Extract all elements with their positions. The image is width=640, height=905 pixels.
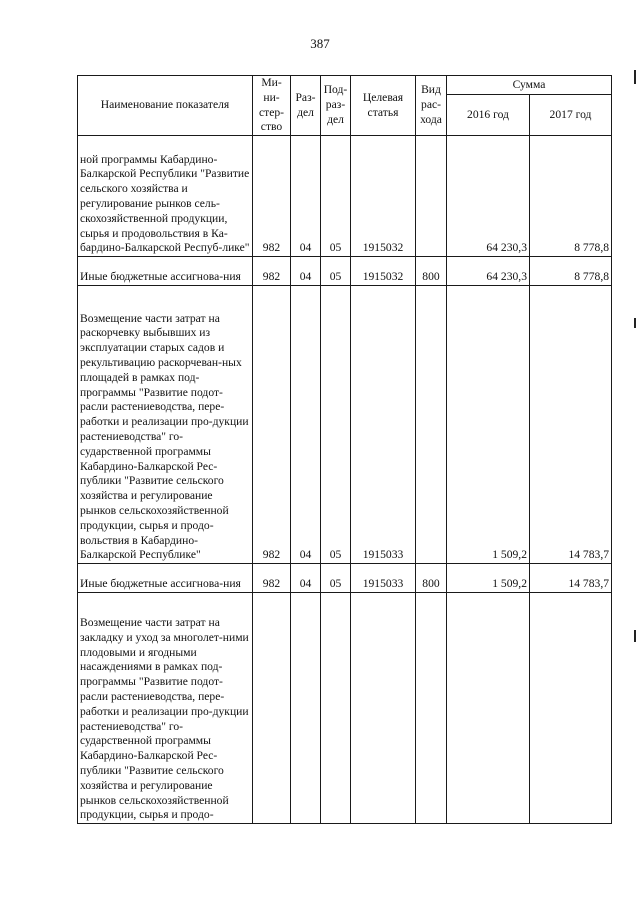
row-2016 bbox=[447, 593, 530, 824]
header-section: Раз- дел bbox=[291, 76, 321, 136]
row-target: 1915033 bbox=[351, 286, 416, 564]
row-name: Иные бюджетные ассигнова-ния bbox=[78, 564, 253, 593]
row-expense-type bbox=[416, 136, 447, 257]
row-2016: 64 230,3 bbox=[447, 136, 530, 257]
row-2016: 64 230,3 bbox=[447, 257, 530, 286]
row-2017: 8 778,8 bbox=[530, 136, 612, 257]
row-subsection: 05 bbox=[321, 564, 351, 593]
row-expense-type: 800 bbox=[416, 257, 447, 286]
table-row bbox=[78, 593, 612, 824]
header-row bbox=[78, 76, 612, 95]
row-2016: 1 509,2 bbox=[447, 286, 530, 564]
row-section bbox=[291, 593, 321, 824]
row-name: Возмещение части затрат на закладку и уход за многолет-ними плодовыми и ягодными насаждениями в рамках под-программы "Развитие подот-расли растениеводства, пере-работки и реализации про-дукции растениеводства" го-сударственной программы Кабардино-Балкарской Рес-публики "Развитие сельского хозяйства и регулирование рынков сельскохозяйственной продукции, сырья и продо- bbox=[78, 593, 253, 824]
row-target: 1915033 bbox=[351, 564, 416, 593]
row-target: 1915032 bbox=[351, 257, 416, 286]
row-section: 04 bbox=[291, 257, 321, 286]
row-2017: 14 783,7 bbox=[530, 564, 612, 593]
row-2017: 14 783,7 bbox=[530, 286, 612, 564]
row-section: 04 bbox=[291, 286, 321, 564]
header-target: Целевая статья bbox=[351, 76, 416, 136]
row-name: ной программы Кабардино-Балкарской Республики "Развитие сельского хозяйства и регулирование рынков сель-скохозяйственной продукции, сырья и продовольствия в Ка-бардино-Балкарской Респуб-лике" bbox=[78, 136, 253, 257]
table-row bbox=[78, 286, 612, 564]
row-ministry: 982 bbox=[253, 564, 291, 593]
scan-edge-mark bbox=[634, 70, 636, 84]
row-ministry bbox=[253, 593, 291, 824]
header-ministry: Ми- ни- стер- ство bbox=[253, 76, 291, 136]
row-section: 04 bbox=[291, 564, 321, 593]
row-target bbox=[351, 593, 416, 824]
scan-edge-mark bbox=[634, 318, 636, 328]
row-2017: 8 778,8 bbox=[530, 257, 612, 286]
row-2016: 1 509,2 bbox=[447, 564, 530, 593]
row-subsection bbox=[321, 593, 351, 824]
scan-edge-mark bbox=[634, 630, 636, 642]
table-row bbox=[78, 564, 612, 593]
row-expense-type: 800 bbox=[416, 564, 447, 593]
row-subsection: 05 bbox=[321, 136, 351, 257]
row-name: Возмещение части затрат на раскорчевку выбывших из эксплуатации старых садов и рекультивацию раскорчеван-ных площадей в рамках под-программы "Развитие подот-расли растениеводства, пере-работки и реализации про-дукции растениеводства" го-сударственной программы Кабардино-Балкарской Рес-публики "Развитие сельского хозяйства и регулирование рынков сельскохозяйственной продукции, сырья и продо-вольствия в Кабардино-Балкарской Республике" bbox=[78, 286, 253, 564]
header-name: Наименование показателя bbox=[78, 76, 253, 136]
row-subsection: 05 bbox=[321, 257, 351, 286]
row-ministry: 982 bbox=[253, 286, 291, 564]
table-row bbox=[78, 257, 612, 286]
row-expense-type bbox=[416, 286, 447, 564]
row-ministry: 982 bbox=[253, 257, 291, 286]
budget-table bbox=[77, 75, 612, 824]
row-ministry: 982 bbox=[253, 136, 291, 257]
table-row bbox=[78, 136, 612, 257]
row-section: 04 bbox=[291, 136, 321, 257]
row-expense-type bbox=[416, 593, 447, 824]
header-year-2016: 2016 год bbox=[447, 95, 530, 136]
row-target: 1915032 bbox=[351, 136, 416, 257]
header-year-2017: 2017 год bbox=[530, 95, 612, 136]
header-subsection: Под- раз- дел bbox=[321, 76, 351, 136]
header-expense-type: Вид рас- хода bbox=[416, 76, 447, 136]
row-2017 bbox=[530, 593, 612, 824]
page-number: 387 bbox=[310, 36, 330, 51]
row-name: Иные бюджетные ассигнова-ния bbox=[78, 257, 253, 286]
header-sum: Сумма bbox=[447, 76, 612, 95]
row-subsection: 05 bbox=[321, 286, 351, 564]
